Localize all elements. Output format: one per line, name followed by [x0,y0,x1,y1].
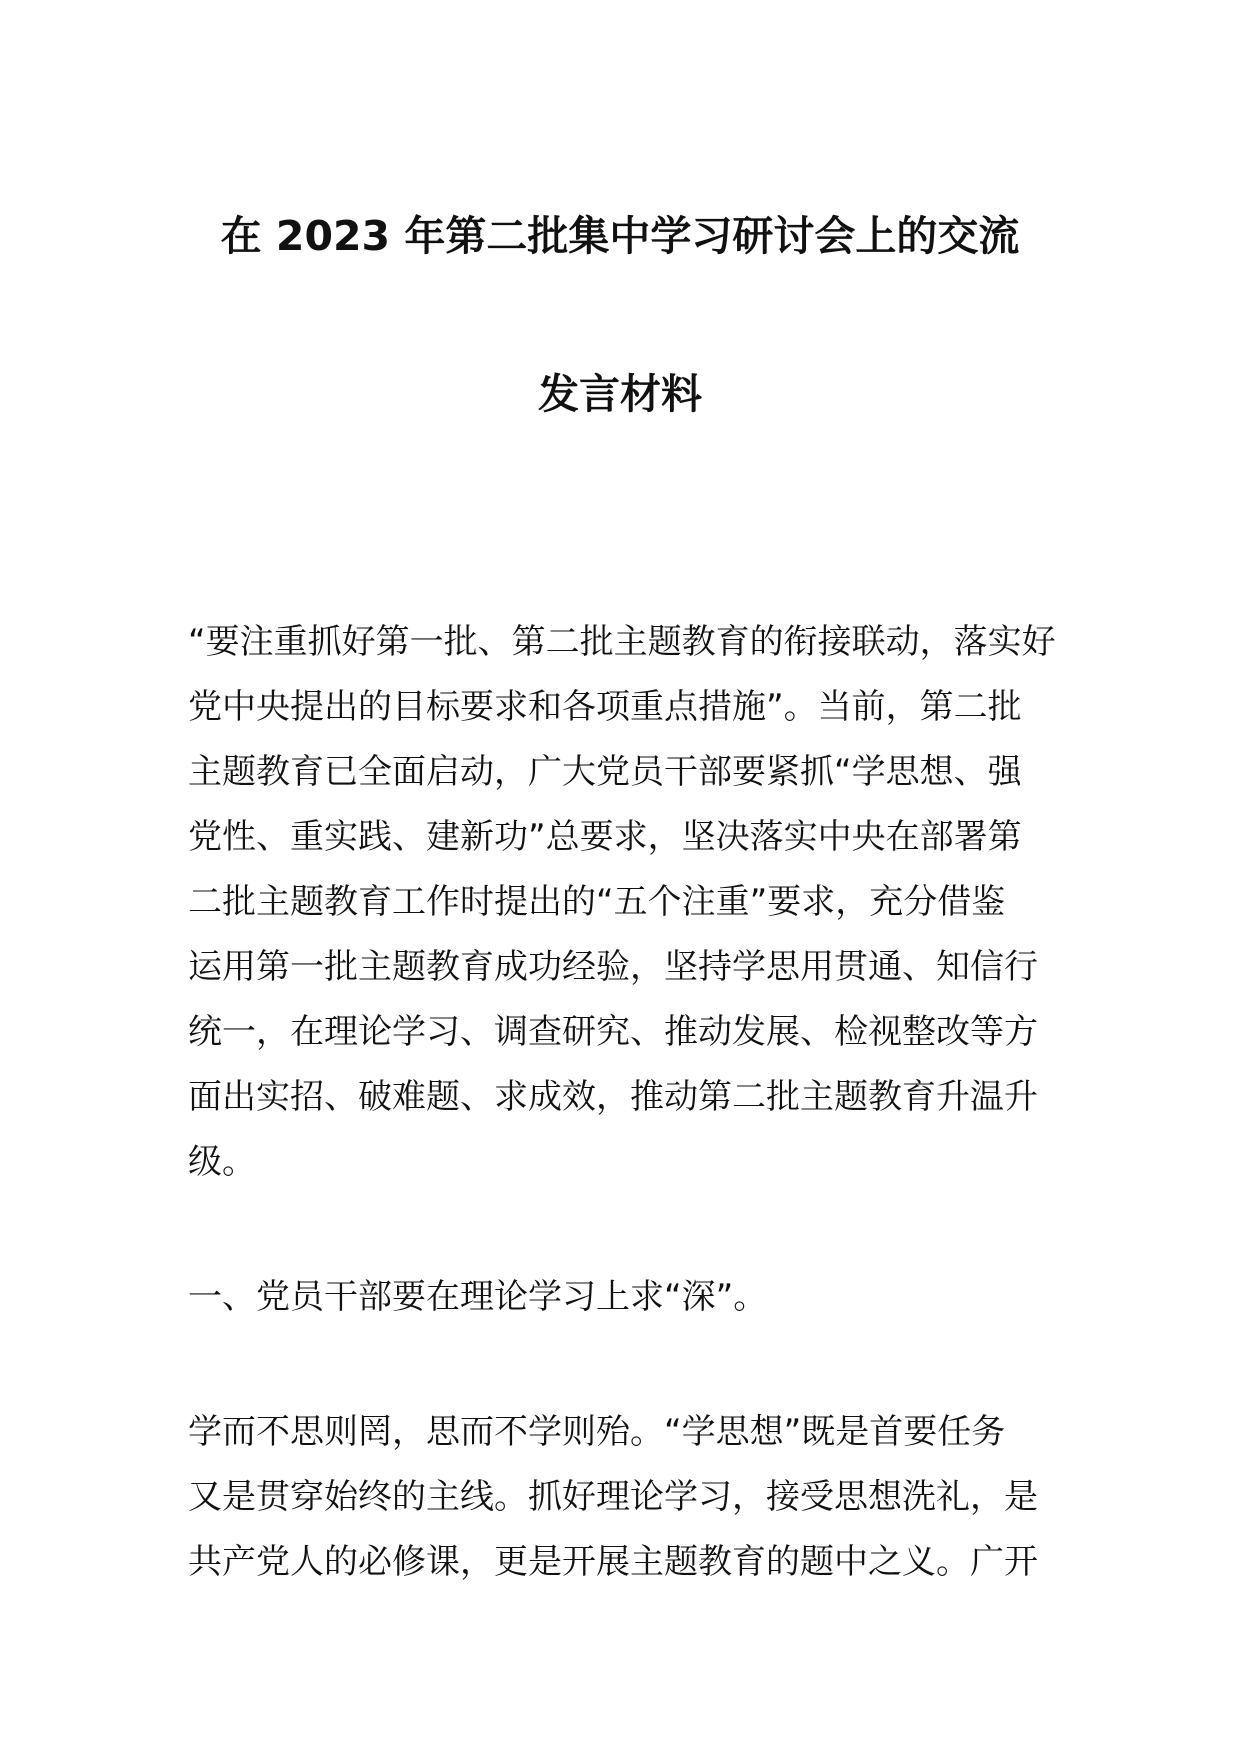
paragraph-line: 面出实招、破难题、求成效，推动第二批主题教育升温升 [188,1077,1038,1117]
paragraph-line: 二批主题教育工作时提出的“五个注重”要求，充分借鉴 [188,882,1006,922]
paragraph-1 [188,610,1058,1195]
document-title-line-2: 发言材料 [538,370,702,418]
section-heading-1 [188,1265,1058,1330]
paragraph-line: 党性、重实践、建新功”总要求，坚决落实中央在部署第 [188,817,1022,857]
paragraph-line: 学而不思则罔，思而不学则殆。“学思想”既是首要任务 [188,1412,1006,1452]
paragraph-line: “要注重抓好第一批、第二批主题教育的衔接联动，落实好 [188,622,1056,662]
paragraph-line: 统一，在理论学习、调查研究、推动发展、检视整改等方 [188,1012,1038,1052]
paragraph-line: 党中央提出的目标要求和各项重点措施”。当前，第二批 [188,687,1022,727]
paragraph-line: 共产党人的必修课，更是开展主题教育的题中之义。广开 [188,1542,1038,1582]
paragraph-2 [188,1400,1058,1595]
document-title-line-1: 在 2023 年第二批集中学习研讨会上的交流 [220,212,1020,260]
section-heading-text: 一、党员干部要在理论学习上求“深”。 [188,1277,768,1317]
paragraph-line: 运用第一批主题教育成功经验，坚持学思用贯通、知信行 [188,947,1038,987]
paragraph-line: 又是贯穿始终的主线。抓好理论学习，接受思想洗礼，是 [188,1477,1038,1517]
paragraph-line: 级。 [188,1142,256,1182]
paragraph-line: 主题教育已全面启动，广大党员干部要紧抓“学思想、强 [188,752,1022,792]
